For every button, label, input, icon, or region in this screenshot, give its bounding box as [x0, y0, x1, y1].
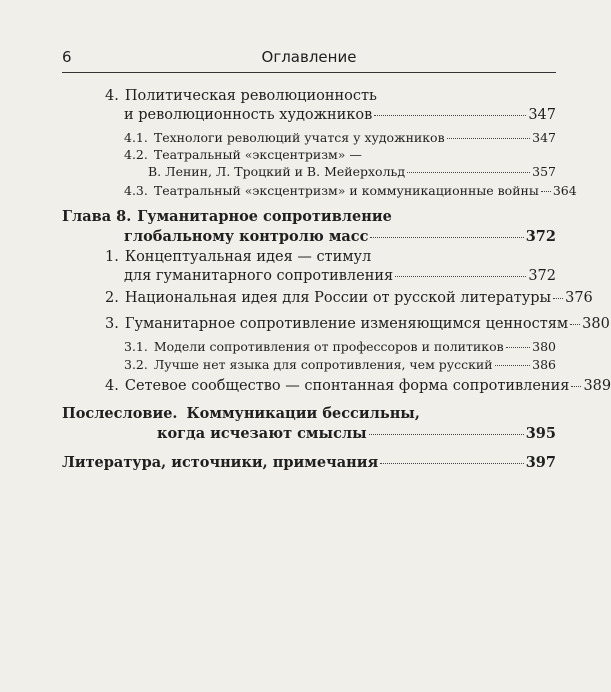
toc-entry-chapter-8 [0, 208, 556, 245]
toc-title: и революционность художников [124, 107, 373, 123]
toc-page: 347 [528, 107, 556, 123]
leader-dots [495, 365, 531, 366]
toc-title: Модели сопротивления от профессоров и политиков [153, 339, 504, 354]
toc-title: Технологи революций учатся у художников [153, 130, 445, 145]
page-number: 6 [62, 48, 72, 66]
toc-page: 372 [525, 228, 556, 245]
leader-dots [370, 237, 523, 238]
toc-title: для гуманитарного сопротивления [124, 268, 394, 284]
leader-dots [369, 434, 524, 435]
toc-page: 380 [532, 339, 556, 354]
toc-entry-8-3 [0, 316, 610, 332]
toc-title: Театральный «эксцентризм» — [153, 147, 362, 162]
toc-title: Национальная идея для России от русской литературы [124, 290, 552, 306]
leader-dots [506, 347, 531, 348]
leader-dots [570, 324, 580, 325]
toc-entry-3-1 [0, 339, 556, 354]
toc-entry-section-4 [0, 88, 556, 123]
leader-dots [553, 298, 563, 299]
toc-title: Театральный «эксцентризм» и коммуникационные войны [153, 183, 539, 198]
toc-num: 4. [105, 88, 119, 104]
toc-entry-8-2 [0, 290, 593, 306]
toc-entry-4-1 [0, 130, 556, 145]
running-header [62, 46, 556, 73]
toc-page: 372 [528, 268, 556, 284]
toc-num: 4. [105, 378, 119, 394]
leader-dots [407, 172, 530, 173]
leader-dots [571, 386, 581, 387]
chapter-label: Глава 8. [62, 208, 132, 225]
leader-dots [374, 115, 526, 116]
running-title: Оглавление [261, 48, 357, 66]
toc-page: 386 [532, 357, 556, 372]
toc-entry-3-2 [0, 357, 556, 372]
leader-dots [541, 191, 551, 192]
toc-num: 4.1. [124, 130, 148, 145]
toc-title: Гуманитарное сопротивление изменяющимся ценностям [124, 316, 569, 332]
toc-entry-4-2 [0, 147, 556, 179]
toc-page: 347 [532, 130, 556, 145]
toc-entry-afterword [0, 405, 556, 442]
toc-title: Литература, источники, примечания [62, 454, 379, 471]
toc-num: 1. [105, 249, 119, 265]
toc-num: 4.3. [124, 183, 148, 198]
toc-page: 380 [582, 316, 610, 332]
toc-title: Политическая революционность [124, 88, 377, 104]
toc-page: 389 [583, 378, 611, 394]
toc-entry-4-3 [0, 183, 577, 198]
afterword-label: Послесловие. [62, 405, 178, 422]
toc-title: глобальному контролю масс [124, 228, 369, 245]
toc-title: Концептуальная идея — стимул [124, 249, 372, 265]
leader-dots [447, 138, 531, 139]
toc-title: Коммуникации бессильны, [186, 405, 420, 422]
toc-title: Сетевое сообщество — спонтанная форма сопротивления [124, 378, 570, 394]
toc-entry-8-4 [0, 378, 611, 394]
toc-page: 395 [525, 425, 556, 442]
toc-page: 376 [565, 290, 593, 306]
toc-num: 3.1. [124, 339, 148, 354]
toc-num: 2. [105, 290, 119, 306]
leader-dots [395, 276, 526, 277]
toc-title: когда исчезают смыслы [157, 425, 367, 442]
toc-page: 357 [532, 164, 556, 179]
toc-title: Гуманитарное сопротивление [137, 208, 392, 225]
toc-title: Лучше нет языка для сопротивления, чем русский [153, 357, 493, 372]
toc-page: 397 [525, 454, 556, 471]
toc-title: В. Ленин, Л. Троцкий и В. Мейерхольд [148, 164, 406, 179]
leader-dots [380, 463, 524, 464]
toc-num: 3. [105, 316, 119, 332]
toc-page: 364 [552, 183, 577, 198]
toc-entry-literature [0, 454, 556, 471]
toc-entry-8-1 [0, 249, 556, 284]
toc-num: 4.2. [124, 147, 148, 162]
toc-num: 3.2. [124, 357, 148, 372]
